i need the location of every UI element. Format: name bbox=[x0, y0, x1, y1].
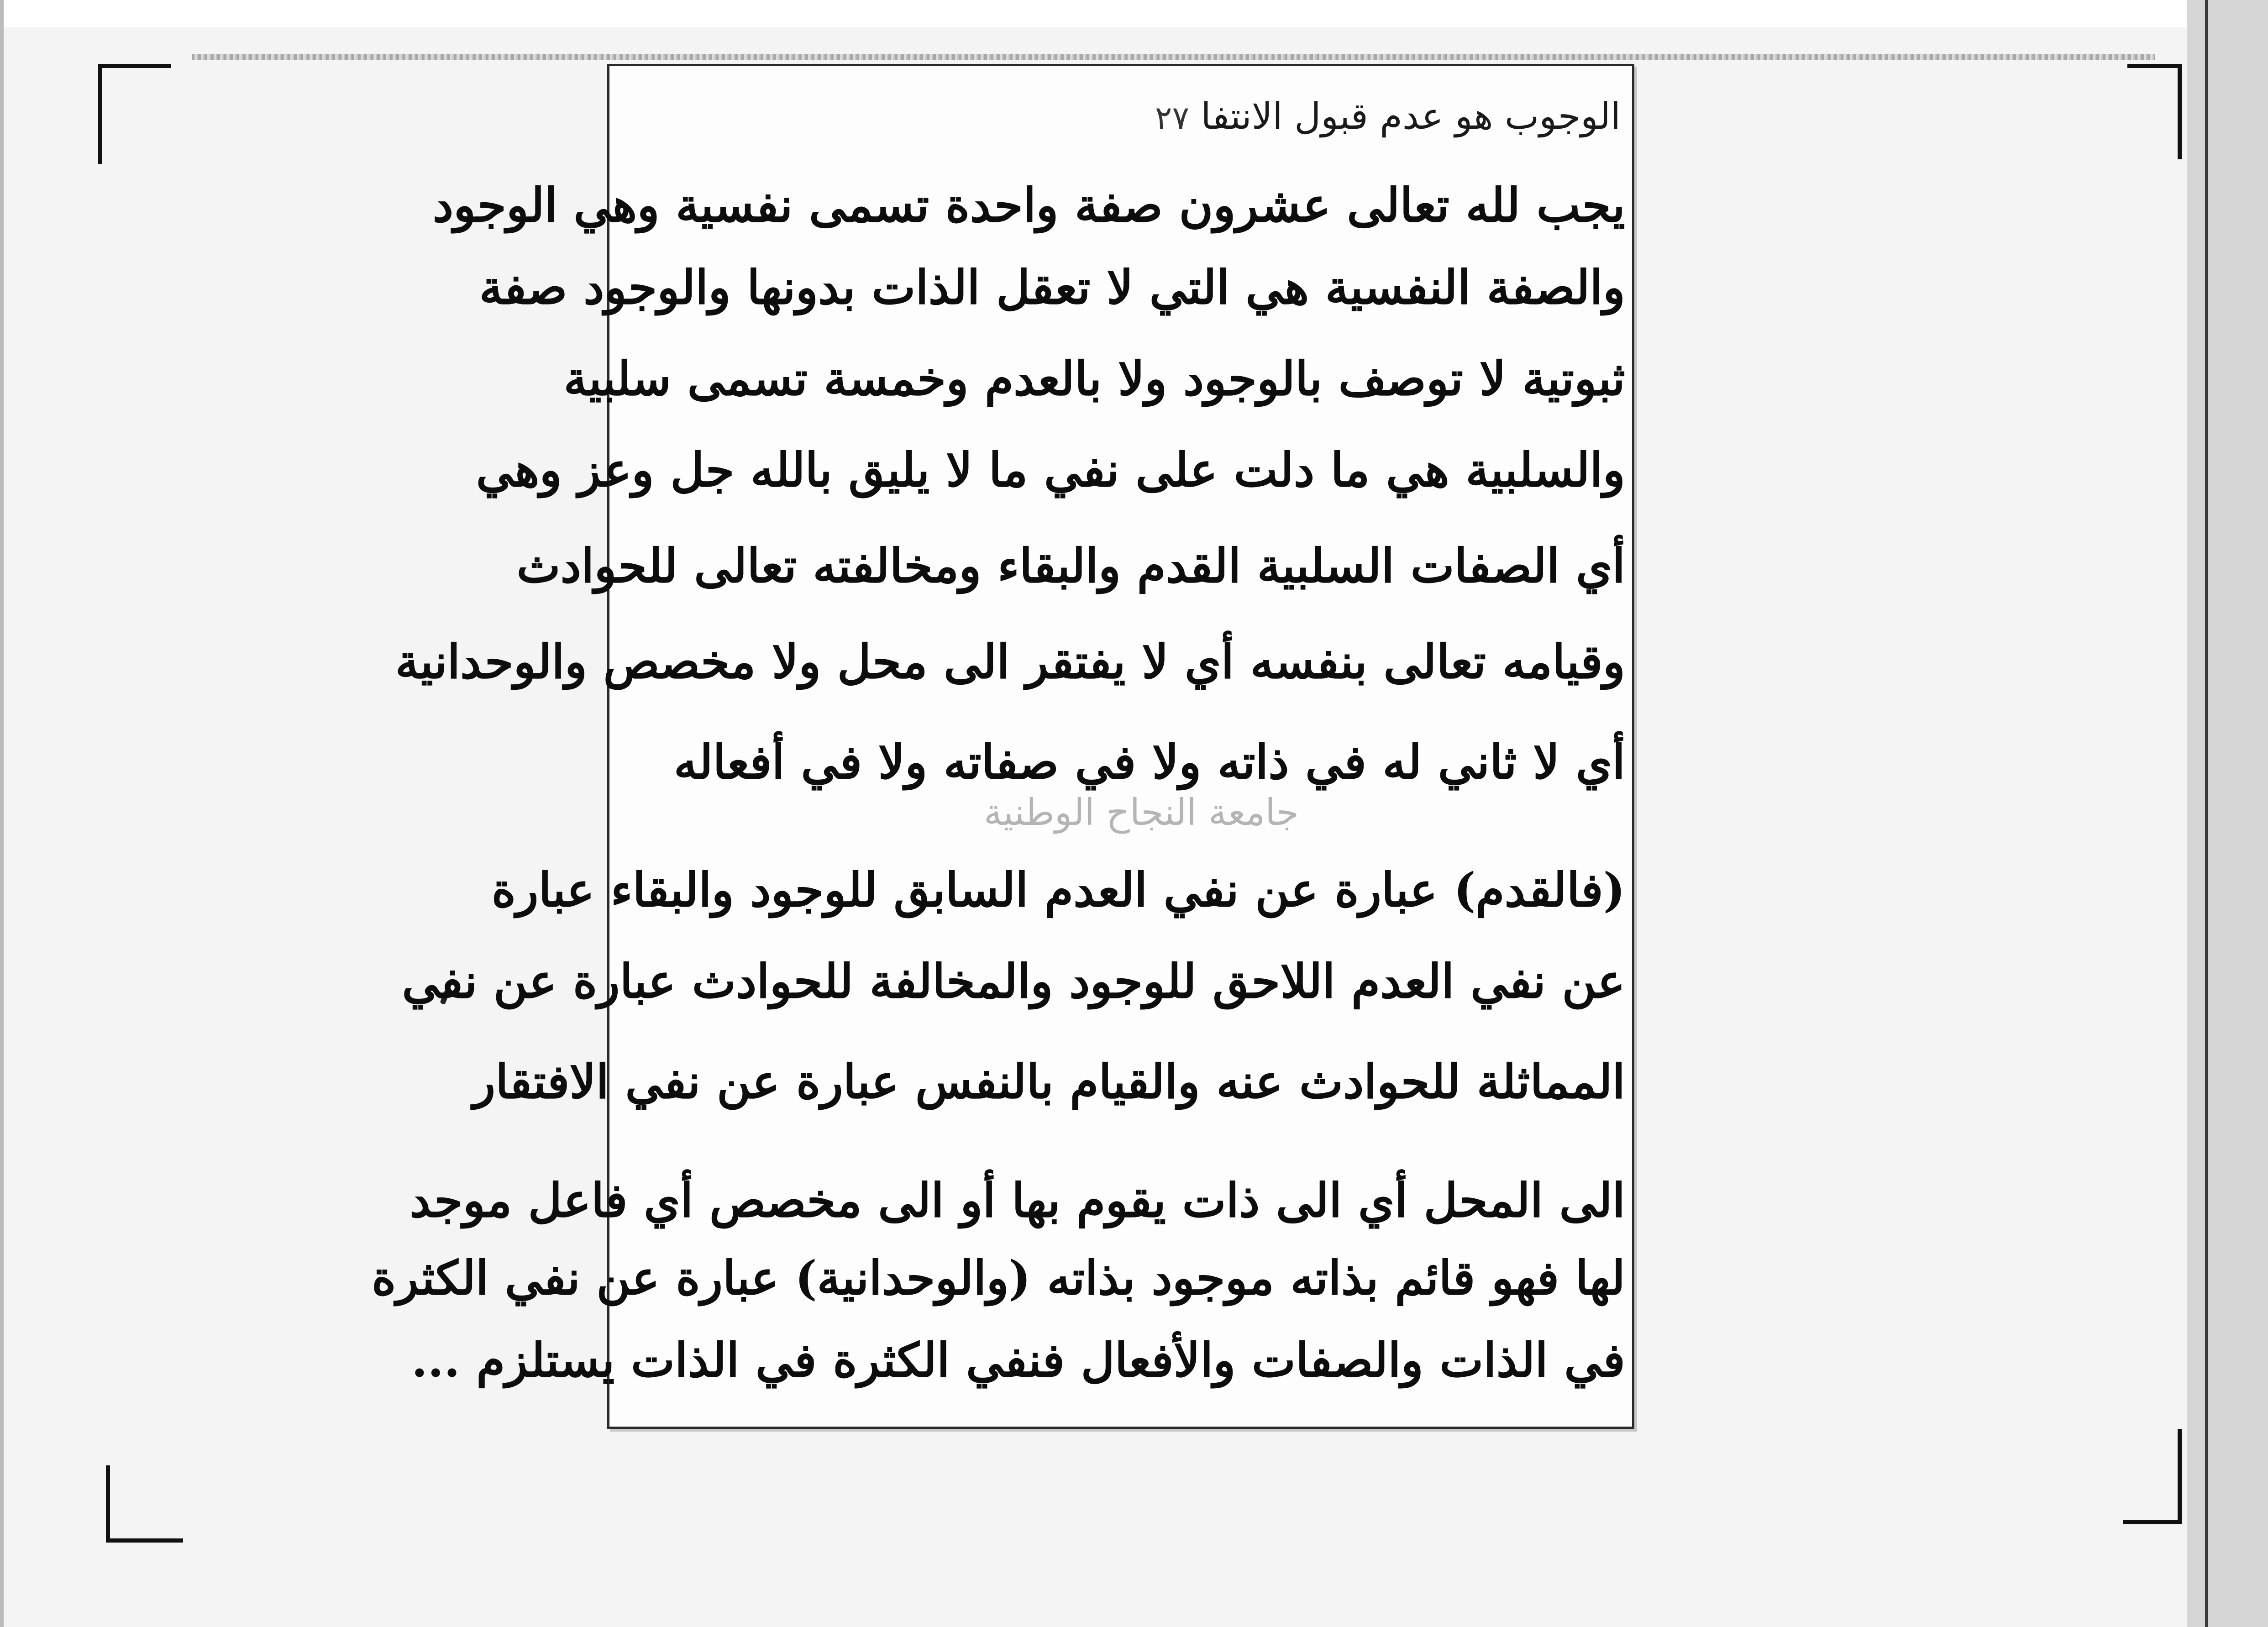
manuscript-line: أي لا ثاني له في ذاته ولا في صفاته ولا في أفعاله bbox=[673, 735, 1625, 790]
library-watermark: جامعة النجاح الوطنية bbox=[983, 791, 1299, 834]
header-text: الوجوب هو عدم قبول الانتفا bbox=[1201, 95, 1621, 137]
manuscript-line: والسلبية هي ما دلت على نفي ما لا يليق بالله جل وعز وهي bbox=[476, 443, 1625, 498]
crop-mark-top-left bbox=[98, 64, 171, 164]
manuscript-line: عن نفي العدم اللاحق للوجود والمخالفة للحوادث عبارة عن نفي bbox=[402, 954, 1625, 1009]
top-band bbox=[0, 0, 2268, 27]
manuscript-line: في الذات والصفات والأفعال فنفي الكثرة في الذات يستلزم ... bbox=[411, 1333, 1625, 1388]
manuscript-line: والصفة النفسية هي التي لا تعقل الذات بدونها والوجود صفة bbox=[479, 260, 1625, 315]
left-scan-edge bbox=[0, 0, 4, 1627]
manuscript-line: أي الصفات السلبية القدم والبقاء ومخالفته تعالى للحوادث bbox=[516, 539, 1625, 593]
manuscript-line: الى المحل أي الى ذات يقوم بها أو الى مخصص أي فاعل موجد bbox=[410, 1173, 1625, 1228]
manuscript-line: المماثلة للحوادث عنه والقيام بالنفس عبارة عن نفي الافتقار bbox=[472, 1055, 1625, 1109]
crop-mark-top-right bbox=[2127, 64, 2182, 159]
manuscript-line: لها فهو قائم بذاته موجود بذاته (والوحدانية) عبارة عن نفي الكثرة bbox=[372, 1251, 1625, 1306]
manuscript-line: يجب لله تعالى عشرون صفة واحدة تسمى نفسية وهي الوجود bbox=[432, 178, 1625, 233]
crop-mark-bottom-left bbox=[106, 1465, 183, 1543]
manuscript-line: (فالقدم) عبارة عن نفي العدم السابق للوجود والبقاء عبارة bbox=[491, 863, 1625, 918]
page-number: ٢٧ bbox=[1155, 99, 1190, 136]
manuscript-line: وقيامه تعالى بنفسه أي لا يفتقر الى محل ولا مخصص والوحدانية bbox=[395, 635, 1625, 689]
right-margin-line bbox=[2205, 0, 2208, 1627]
right-scan-margin bbox=[2187, 0, 2268, 1627]
crop-mark-bottom-right bbox=[2123, 1429, 2182, 1524]
page-header bbox=[639, 82, 1621, 151]
scan-top-strip bbox=[192, 54, 2155, 60]
manuscript-line: ثبوتية لا توصف بالوجود ولا بالعدم وخمسة تسمى سلبية bbox=[563, 352, 1625, 406]
